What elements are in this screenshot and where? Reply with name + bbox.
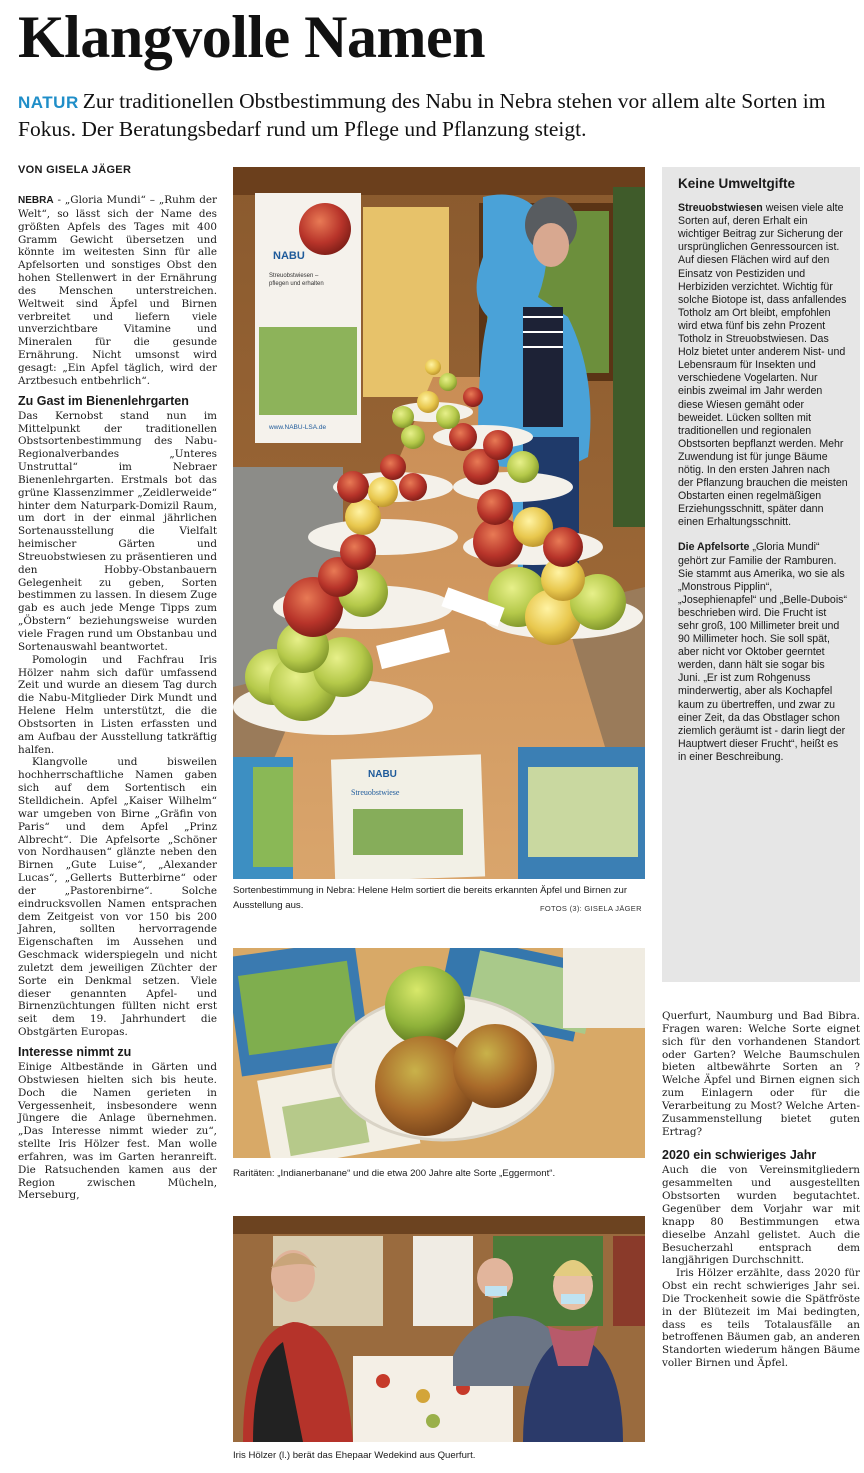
dateline: NEBRA — [18, 195, 54, 206]
info-box-paragraph: Die Apfelsorte „Gloria Mundi“ gehört zur Familie der Ramburen. Sie stammt aus Amerika, wo sie als „Monstrous Pipplin“, „Josephienapfel“ und „Belle-Dubois“ beschrieben wird. Die Frucht ist sehr groß, 100 Millimeter breit und 90 Millimeter hoch. Sie soll spät, aber nicht vor Oktober geerntet werden, dann hält sie sogar bis Juni. „Er ist zum Rohgenuss minderwertig, aber als Kochapfel kaum zu übertreffen, und zwar zu einer Zeit, da das Obstlager schon ziemlich geräumt ist - darin liegt der Hauptwert dieser Frucht“, heißt es in einer Beschreibung. — [678, 541, 848, 763]
caption-photo-2: Raritäten: „Indianerbanane“ und die etwa 200 Jahre alte Sorte „Eggermont“. — [233, 1168, 556, 1179]
caption-photo-1: Sortenbestimmung in Nebra: Helene Helm sortiert die bereits erkannten Äpfel und Birnen zur Ausstellung aus. — [233, 885, 628, 911]
info-box-title: Keine Umweltgifte — [678, 176, 796, 191]
headline: Klangvolle Namen — [18, 4, 485, 70]
paragraph: Das Kernobst stand nun im Mittelpunkt der traditionellen Obstsortenbestimmung des Nabu-Regionalverbandes „Unteres Unstruttal“ im Nebraer Bienenlehrgarten. Erstmals bot das grüne Klassenzimmer „Zeidlerweide“ hinter dem Naturpark-Domizil Raum, um dort in der einmal jährlichen Sortenausstellung die Vielfalt heimischer Gärten und Streuobstwiesen zu präsentieren und den Hobby-Obstanbauern Gelegenheit zu geben, Sorten bestimmen zu lassen. In diesem Zuge gab es auch jede Menge Tipps zum „Öbstern“ beziehungsweise wurden viele Fragen rund um Obstanbau und Sortenauswahl beantwortet. — [18, 409, 217, 653]
banner-logo: NABU — [273, 250, 305, 262]
brochure-title: Streuobstwiese — [351, 788, 400, 797]
subheading: Zu Gast im Bienenlehrgarten — [18, 393, 189, 408]
subheading: Interesse nimmt zu — [18, 1045, 132, 1059]
paragraph: NEBRA - „Gloria Mundi“ – „Ruhm der Welt“, so lässt sich der Name des größten Apfels des Tages mit 400 Gramm Gewicht übersetzen und könnte im weitesten Sinn für alle Apfelsorten und sonstiges Obst den hohen Stellenwert in der Ernährung des Menschen unterstreichen. Weltweit sind Äpfel und Birnen verbreitet und liefern viele unverzichtbare Vitamine und Mineralen für die gesunde Ernährung. Nicht umsonst wird gesagt: „Ein Apfel täglich, wird der Arztbesuch entbehrlich“. — [18, 194, 217, 387]
caption-photo-3: Iris Hölzer (l.) berät das Ehepaar Wedekind aus Querfurt. — [233, 1450, 476, 1461]
photo-credit: FOTOS (3): GISELA JÄGER — [540, 904, 642, 913]
info-box-paragraph: Streuobstwiesen weisen viele alte Sorten auf, deren Erhalt ein wichtiger Beitrag zur Sicherung der ursprünglichen Genressourcen ist. Auf diesen Flächen wird auf den Einsatz von Pestiziden und Herbiziden verzichtet. Wichtig für solche Biotope ist, dass anfallendes Totholz am Ort bleibt, empfohlen wird etwa fünf bis zehn Prozent Totholz in Streuobstwiesen. Das Holz bietet unter anderem Nist- und Lebensraum für Insekten und verschiedene Vogelarten. Nur einbis zweimal im Jahr werden diese Wiesen gemäht oder beweidet. Lücken sollten mit traditionellen und regionalen Obstsorten bepflanzt werden. Mehr Zuwendung ist für junge Bäume nötig. In den ersten Jahren nach der Pflanzung brauchen die meisten Obstarten einen regelmäßigen Erziehungsschnitt, später dann einen Erhaltungsschnitt. — [678, 202, 848, 529]
paragraph: Auch die von Vereinsmitgliedern gesammelten und ausgestellten Obstsorten wurden begutachtet. Gegenüber dem Vorjahr war mit knapp 80 Bestimmungen etwa dieselbe Anzahl gelistet. Auch die Besucherzahl entsprach dem langjährigen Durchschnitt. — [662, 1164, 860, 1267]
banner-subtitle: Streuobstwiesen – pflegen und erhalten — [269, 273, 324, 287]
article-column-3 — [662, 1010, 860, 1370]
paragraph: Iris Hölzer erzählte, dass 2020 für Obst ein recht schwieriges Jahr sei. Die Trockenheit sowie die Spätfröste in der Blütezeit im Mai bedingten, dass es teils Totalausfälle an betroffenen Bäumen gab, an anderen Standorten wiederum hängen Bäume voller Birnen und Äpfel. — [662, 1267, 860, 1370]
paragraph: Klangvolle und bisweilen hochherrschaftliche Namen gaben sich auf dem Sortentisch ein Stelldichein. Apfel „Kaiser Wilhelm“ war umgeben von Birne „Gräfin von Paris“ und dem Apfel „Prinz Albrecht“. Die Apfelsorte „Schöner von Nordhausen“ glänzte neben den Birnen „Gute Luise“, „Alexander Lucas“, „Gellerts Butterbirne“ oder der „Pastorenbirne“. Solche eindrucksvollen Namen entsprachen dem Zeitgeist von vor 150 bis 200 Jahren, sollten hervorragende Eigenschaften im Aussehen und Geschmack widerspiegeln und nicht zuletzt dem jeweiligen Züchter der Sorte ein Denkmal setzen. Viele dieser genannten Apfel- und Birnenzüchtungen füllten nicht erst seit dem 19. Jahrhundert die Obstgärten Europas. — [18, 756, 217, 1039]
photo-rare-apples — [233, 948, 645, 1158]
article-column-1 — [18, 194, 217, 1202]
paragraph: Einige Altbestände in Gärten und Obstwiesen hielten sich bis heute. Doch die Namen gerieten in Vergessenheit, insbesondere wenn Jüngere die Anlage übernehmen. „Das Interesse nimmt wieder zu“, stellte Iris Hölzer fest. Man wolle erfahren, was im Garten heranreift. Die Ratsuchenden kamen aus der Region zwischen Mücheln, Merseburg, — [18, 1061, 217, 1202]
brochure-logo: NABU — [368, 769, 397, 780]
photo-apple-table — [233, 167, 645, 879]
banner-url: www.NABU-LSA.de — [269, 424, 327, 431]
consultation-image — [233, 1216, 645, 1442]
apple-table-image — [233, 167, 645, 879]
subheadline — [18, 88, 838, 142]
subheadline-text: Zur traditionellen Obstbestimmung des Nabu in Nebra stehen vor allem alte Sorten im Fokus. Der Beratungsbedarf rund um Pflege und Pflanzung steigt. — [18, 89, 826, 141]
paragraph: Pomologin und Fachfrau Iris Hölzer nahm sich dafür umfassend Zeit und wurde an diesem Tag durch die Nabu-Mitglieder Dirk Mundt und Helene Helm unterstützt, die die Obstsorten in Listen erfassten und am Aufbau der Ausstellung tatkräftig halfen. — [18, 653, 217, 756]
kicker: NATUR — [18, 93, 79, 112]
byline: VON GISELA JÄGER — [18, 164, 132, 176]
rare-apples-image — [233, 948, 645, 1158]
subheading: 2020 ein schwieriges Jahr — [662, 1148, 817, 1163]
paragraph: Querfurt, Naumburg und Bad Bibra. Fragen waren: Welche Sorte eignet sich für den vorhandenen Standort oder Garten? Welche Baumschulen bieten altbewährte Sorten an ? Welche Äpfel und Birnen eignen sich zum Einlagern oder für die Verarbeitung zu Most? Welche Arten-Zusammenstellung bietet guten Ertrag? — [662, 1010, 860, 1138]
info-box — [662, 167, 860, 982]
photo-consultation — [233, 1216, 645, 1442]
